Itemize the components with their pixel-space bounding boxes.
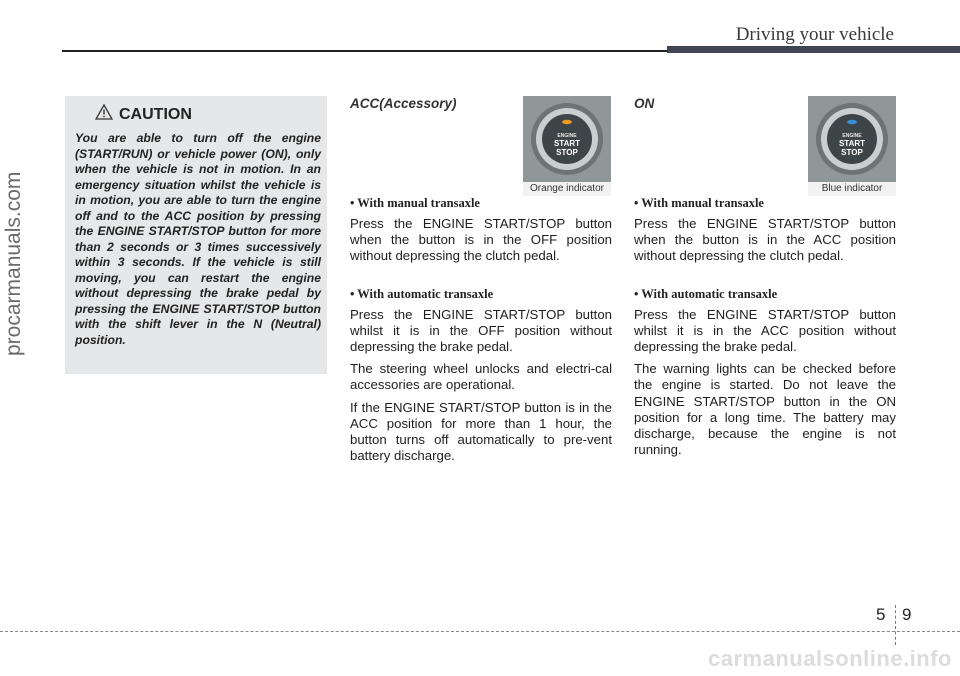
acc-manual-text: Press the ENGINE START/STOP button when the button is in the OFF position without depressing the clutch pedal. [350, 216, 612, 264]
caution-title: CAUTION [119, 105, 192, 123]
photo-button-line: STOP [841, 148, 863, 157]
page-header-title: Driving your vehicle [735, 24, 894, 45]
on-photo-caption: Blue indicator [808, 182, 896, 196]
header-rule [62, 50, 667, 52]
warning-triangle-icon [95, 104, 113, 125]
acc-auto-text: Press the ENGINE START/STOP button whilst it is in the OFF position without depressing the brake pedal. [350, 306, 612, 355]
page-number-divider [895, 605, 897, 645]
on-heading: ON [634, 96, 655, 111]
on-auto-text: Press the ENGINE START/STOP button whilst it is in the ACC position without depressing the brake pedal. [634, 306, 896, 355]
photo-button-line: ENGINE [842, 133, 862, 139]
acc-indicator-light [562, 120, 572, 124]
section-number: 5 [876, 605, 886, 624]
photo-button-line: START [553, 139, 581, 148]
photo-button-line: ENGINE [557, 133, 577, 139]
footer-rule [0, 631, 960, 632]
acc-column [350, 196, 612, 470]
bottom-watermark: carmanualsonline.info [708, 646, 952, 671]
on-warning-text: The warning lights can be checked before the engine is started. Do not leave the ENGINE START/STOP button in the ON position for a long time. The battery may discharge, because the engine is not running. [634, 361, 896, 458]
photo-button-line: STOP [556, 148, 578, 157]
on-auto-label: • With automatic transaxle [634, 286, 778, 301]
on-column [634, 196, 896, 464]
start-stop-button-image [808, 96, 896, 182]
acc-auto-off-text: If the ENGINE START/STOP button is in the ACC position for more than 1 hour, the button turns off automatically to pre-vent battery discharge. [350, 399, 612, 464]
header-accent-bar [667, 46, 960, 53]
side-watermark: procarmanuals.com [2, 171, 25, 356]
on-manual-label: • With manual transaxle [634, 196, 764, 210]
acc-photo-caption: Orange indicator [523, 182, 611, 196]
acc-auto-label: • With automatic transaxle [350, 286, 494, 301]
photo-button-line: START [838, 139, 866, 148]
on-button-photo [808, 96, 896, 182]
start-stop-button-image [523, 96, 611, 182]
acc-heading: ACC(Accessory) [350, 96, 457, 111]
page-number: 9 [902, 605, 912, 624]
on-indicator-light [847, 120, 857, 124]
acc-steering-text: The steering wheel unlocks and electri-cal accessories are operational. [350, 361, 612, 393]
acc-manual-label: • With manual transaxle [350, 196, 480, 210]
caution-text: You are able to turn off the engine (START/RUN) or vehicle power (ON), only when the vehicle is not in motion. In an emergency situation whilst the vehicle is in motion, you are able to turn the engine off and to the ACC position by pressing the ENGINE START/STOP button for more than 2 seconds or 3 times successively within 3 seconds. If the vehicle is still moving, you can restart the engine without depressing the brake pedal by pressing the ENGINE START/STOP button with the shift lever in the N (Neutral) position. [75, 131, 321, 347]
caution-header [95, 104, 321, 125]
on-manual-text: Press the ENGINE START/STOP button when the button is in the ACC position without depressing the clutch pedal. [634, 216, 896, 264]
acc-button-photo [523, 96, 611, 182]
caution-box [65, 96, 327, 374]
